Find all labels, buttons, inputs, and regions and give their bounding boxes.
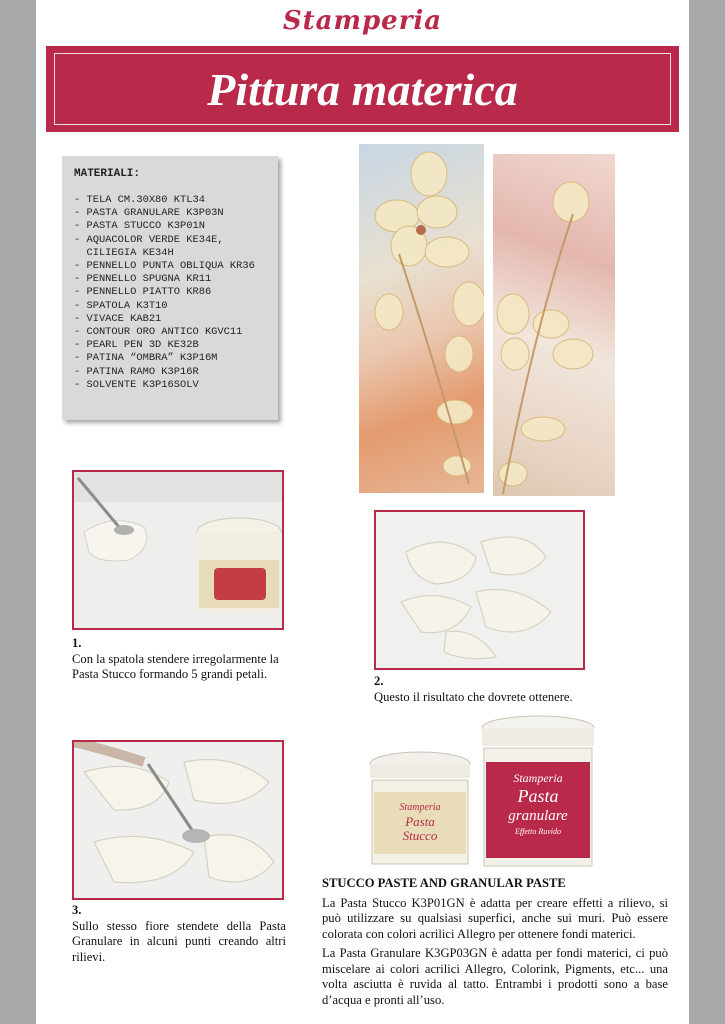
materials-heading: MATERIALI: xyxy=(74,168,141,180)
small-jar-line2: Stucco xyxy=(402,828,438,843)
step-1-photo xyxy=(72,470,284,630)
materials-item: - AQUACOLOR VERDE KE34E, xyxy=(74,233,224,246)
materials-item: - PEARL PEN 3D KE32B xyxy=(74,339,199,352)
materials-item: - PASTA STUCCO K3P01N xyxy=(74,220,205,233)
materials-item: CILIEGIA KE34H xyxy=(74,246,174,259)
step-1-caption xyxy=(72,636,296,683)
materials-item: - SOLVENTE K3P16SOLV xyxy=(74,378,199,391)
materials-item: - PASTA GRANULARE K3P03N xyxy=(74,207,224,220)
finished-painting-left-panel xyxy=(359,144,484,493)
step-number: 1. xyxy=(72,636,82,650)
materials-item: - CONTOUR ORO ANTICO KGVC11 xyxy=(74,326,243,339)
title-banner xyxy=(46,46,679,132)
step-text: Sullo stesso fiore stendete della Pasta Granulare in alcuni punti creando altri rilievi. xyxy=(72,918,286,964)
product-info-paragraph: La Pasta Granulare K3GP03GN è adatta per fondi materici, ci può miscelare ai colori acrilici Allegro, Colorink, Pigments, etc... una volta asciutta è ruvida al tatto. Entrambi i prodotti sono a base d’acqua e pronti all’uso. xyxy=(322,946,668,1007)
large-jar-line2: granulare xyxy=(508,808,568,824)
materials-item: - PENNELLO SPUGNA KR11 xyxy=(74,273,212,286)
materials-item: - VIVACE KAB21 xyxy=(74,312,162,325)
step-text: Questo il risultato che dovrete ottenere. xyxy=(374,689,573,704)
step-2-photo xyxy=(374,510,585,670)
product-info-paragraph: La Pasta Stucco K3P01GN è adatta per creare effetti a rilievo, si può utilizzare su qualsiasi superfici, anche sui muri. Può essere colorata con colori acrilici Allegro per ottenere fondi materici. xyxy=(322,895,668,941)
materials-item: - PATINA RAMO K3P16R xyxy=(74,365,199,378)
small-jar-brand: Stamperia xyxy=(399,802,441,813)
materials-list xyxy=(74,194,278,392)
product-info xyxy=(322,876,668,1012)
step-2-caption xyxy=(374,674,634,705)
materials-item: - PENNELLO PIATTO KR86 xyxy=(74,286,212,299)
step-number: 2. xyxy=(374,674,384,688)
stamperia-logo: Stamperia xyxy=(282,6,443,36)
step-text: Con la spatola stendere irregolarmente la Pasta Stucco formando 5 grandi petali. xyxy=(72,651,279,681)
product-jars-photo xyxy=(368,714,598,872)
materials-item: - PATINA “OMBRA” K3P16M xyxy=(74,352,218,365)
large-jar-brand: Stamperia xyxy=(513,771,563,785)
flower-illustration xyxy=(359,144,484,493)
large-jar-line3: Effetto Ruvido xyxy=(515,827,561,836)
finished-painting-right-panel xyxy=(493,154,615,496)
title-banner-frame xyxy=(54,53,671,125)
page-title: Pittura materica xyxy=(207,63,518,115)
step-number: 3. xyxy=(72,903,82,917)
document-page xyxy=(36,0,689,1024)
materials-box xyxy=(62,156,278,420)
materials-item: - PENNELLO PUNTA OBLIQUA KR36 xyxy=(74,260,255,273)
step-3-caption xyxy=(72,903,286,965)
large-jar-line1: Pasta xyxy=(517,786,559,806)
materials-item: - SPATOLA K3T10 xyxy=(74,299,168,312)
materials-item: - TELA CM.30X80 KTL34 xyxy=(74,194,205,206)
product-info-heading: STUCCO PASTE AND GRANULAR PASTE xyxy=(322,876,566,890)
step-3-photo xyxy=(72,740,284,900)
flower-illustration xyxy=(493,154,615,496)
small-jar-line1: Pasta xyxy=(405,814,435,829)
